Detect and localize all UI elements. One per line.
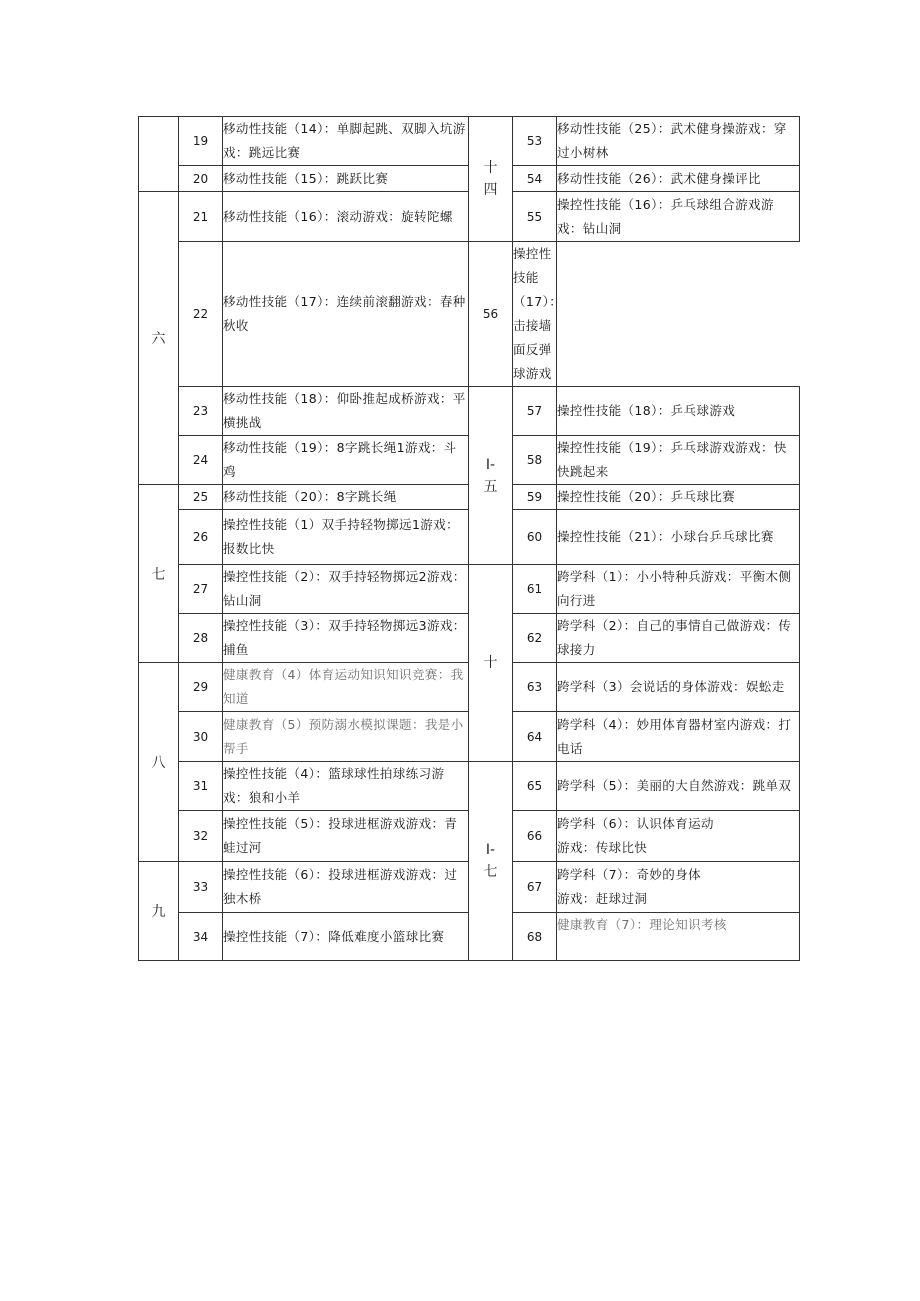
lesson-content: 移动性技能（17）：连续前滚翻游戏：春种秋收 — [223, 242, 469, 387]
lesson-number: 54 — [513, 166, 557, 192]
lesson-number: 53 — [513, 117, 557, 166]
lesson-number: 60 — [513, 510, 557, 565]
lesson-number: 26 — [179, 510, 223, 565]
lesson-content: 健康教育（5）预防溺水模拟课题：我是小帮手 — [223, 712, 469, 762]
lesson-content: 移动性技能（16）：滚动游戏：旋转陀螺 — [223, 192, 469, 242]
lesson-number: 30 — [179, 712, 223, 762]
lesson-number: 22 — [179, 242, 223, 387]
table-row — [139, 117, 800, 166]
lesson-content: 跨学科（1）：小小特种兵游戏：平衡木侧向行进 — [557, 565, 800, 614]
lesson-content: 跨学科（2）：自己的事情自己做游戏：传球接力 — [557, 614, 800, 663]
lesson-content: 操控性技能（21）：小球台乒乓球比赛 — [557, 510, 800, 565]
lesson-content: 操控性技能（7）：降低难度小篮球比赛 — [223, 913, 469, 961]
week-label-line: 七 — [483, 864, 498, 880]
lesson-content: 跨学科（6）：认识体育运动 游戏：传球比快 — [557, 811, 800, 862]
lesson-number: 21 — [179, 192, 223, 242]
lesson-number: 64 — [513, 712, 557, 762]
table-row — [139, 242, 800, 387]
lesson-number: 34 — [179, 913, 223, 961]
lesson-content: 操控性技能（4）：篮球球性拍球练习游戏：狼和小羊 — [223, 762, 469, 811]
week-label-line: 四 — [483, 182, 498, 198]
lesson-content: 跨学科（5）：美丽的大自然游戏：跳单双 — [557, 762, 800, 811]
lesson-number: 55 — [513, 192, 557, 242]
table-row — [139, 387, 800, 436]
week-label-line: I- — [485, 456, 496, 473]
lesson-content: 操控性技能（6）：投球进框游戏游戏：过独木桥 — [223, 862, 469, 913]
week-label-line: I- — [485, 842, 496, 858]
lesson-number: 66 — [513, 811, 557, 862]
lesson-number: 67 — [513, 862, 557, 913]
week-cell — [469, 565, 513, 762]
lesson-number: 61 — [513, 565, 557, 614]
lesson-content: 移动性技能（14）：单脚起跳、双脚入坑游戏：跳远比赛 — [223, 117, 469, 166]
lesson-content: 移动性技能（15）：跳跃比赛 — [223, 166, 469, 192]
lesson-number: 33 — [179, 862, 223, 913]
table-row — [139, 565, 800, 614]
lesson-content: 健康教育（4）体育运动知识知识竞赛：我知道 — [223, 663, 469, 712]
lesson-number: 65 — [513, 762, 557, 811]
lesson-number: 59 — [513, 485, 557, 510]
lesson-content: 跨学科（7）：奇妙的身体 游戏：赶球过洞 — [557, 862, 800, 913]
week-label-line: 十 — [483, 160, 498, 176]
week-cell — [469, 762, 513, 961]
lesson-number: 62 — [513, 614, 557, 663]
week-label-line: 五 — [483, 478, 498, 495]
lesson-content: 移动性技能（25）：武术健身操游戏：穿过小树林 — [557, 117, 800, 166]
lesson-number: 28 — [179, 614, 223, 663]
lesson-content: 操控性技能（17）：击接墙面反弹球游戏 — [513, 242, 557, 387]
lesson-content: 操控性技能（1）双手持轻物掷远1游戏：报数比快 — [223, 510, 469, 565]
lesson-number: 56 — [469, 242, 513, 387]
week-cell — [469, 387, 513, 565]
lesson-number: 23 — [179, 387, 223, 436]
week-label-line: 十 — [483, 655, 498, 671]
lesson-number: 32 — [179, 811, 223, 862]
lesson-number: 20 — [179, 166, 223, 192]
lesson-number: 57 — [513, 387, 557, 436]
lesson-content: 移动性技能（18）：仰卧推起成桥游戏：平横挑战 — [223, 387, 469, 436]
lesson-content: 操控性技能（5）：投球进框游戏游戏：青蛙过河 — [223, 811, 469, 862]
lesson-content: 移动性技能（19）：8字跳长绳1游戏：斗鸡 — [223, 436, 469, 485]
week-cell: 七 — [139, 485, 179, 663]
lesson-content: 操控性技能（20）：乒乓球比赛 — [557, 485, 800, 510]
lesson-content: 跨学科（3）会说话的身体游戏：娱蚣走 — [557, 663, 800, 712]
week-cell — [139, 117, 179, 192]
lesson-number: 25 — [179, 485, 223, 510]
lesson-number: 63 — [513, 663, 557, 712]
week-cell: 六 — [139, 192, 179, 485]
table-row — [139, 762, 800, 811]
lesson-number: 31 — [179, 762, 223, 811]
lesson-content: 健康教育（7）：理论知识考核 — [557, 913, 800, 961]
lesson-content: 移动性技能（20）：8字跳长绳 — [223, 485, 469, 510]
lesson-number: 29 — [179, 663, 223, 712]
lesson-number: 19 — [179, 117, 223, 166]
lesson-content: 移动性技能（26）：武术健身操评比 — [557, 166, 800, 192]
lesson-number: 68 — [513, 913, 557, 961]
schedule-table — [138, 116, 800, 961]
lesson-number: 27 — [179, 565, 223, 614]
lesson-content: 操控性技能（18）：乒乓球游戏 — [557, 387, 800, 436]
lesson-content: 操控性技能（16）：乒乓球组合游戏游戏：钻山洞 — [557, 192, 800, 242]
lesson-content: 跨学科（4）：妙用体育器材室内游戏：打电话 — [557, 712, 800, 762]
lesson-content: 操控性技能（2）：双手持轻物掷远2游戏：钻山洞 — [223, 565, 469, 614]
lesson-content: 操控性技能（19）：乒乓球游戏游戏：快快跳起来 — [557, 436, 800, 485]
lesson-content: 操控性技能（3）：双手持轻物掷远3游戏：捕鱼 — [223, 614, 469, 663]
lesson-number: 58 — [513, 436, 557, 485]
lesson-number: 24 — [179, 436, 223, 485]
week-cell: 八 — [139, 663, 179, 862]
week-cell — [469, 117, 513, 242]
week-cell: 九 — [139, 862, 179, 961]
